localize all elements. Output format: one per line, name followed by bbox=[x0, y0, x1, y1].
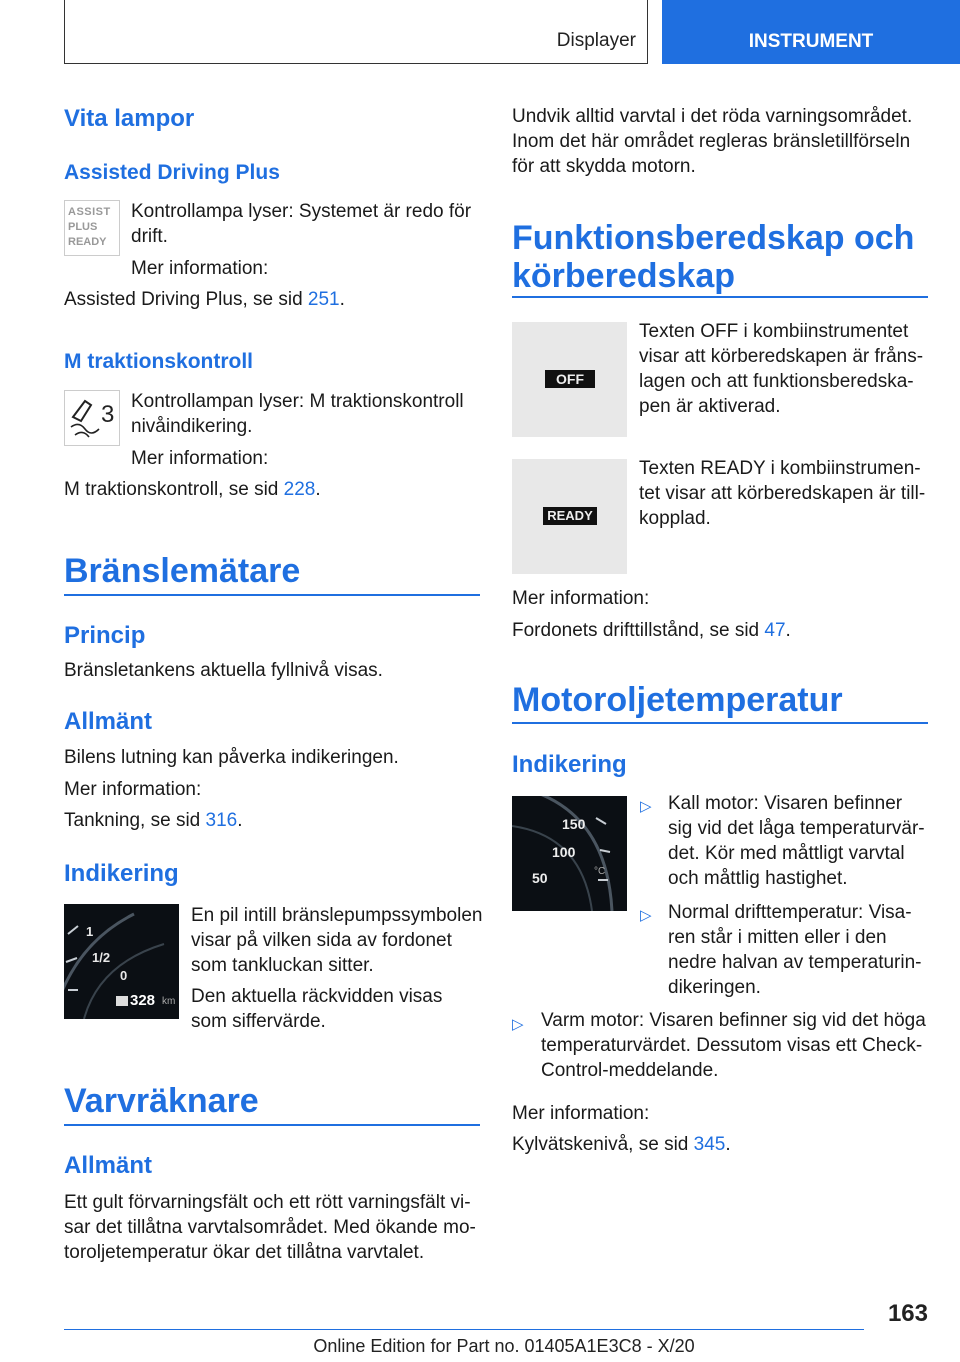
page-number: 163 bbox=[887, 1300, 928, 1327]
range-value: 328 bbox=[130, 992, 156, 1009]
tachometer-heading: Varvräknare bbox=[64, 1082, 259, 1120]
allmant-heading: Allmänt bbox=[64, 708, 153, 735]
traction-control-icon bbox=[64, 390, 120, 446]
temp-150-label: 150 bbox=[562, 816, 586, 832]
ready-text: Texten READY i kombiinstrumentet visar att körberedskapen är tillkopplad. bbox=[639, 458, 926, 529]
vita-lampor-heading: Vita lampor bbox=[64, 105, 195, 132]
oil-temp-icon: °C bbox=[594, 866, 606, 877]
chapter-tab[interactable]: INSTRUMENT bbox=[662, 0, 960, 64]
oil-indikering-heading: Indikering bbox=[512, 751, 627, 778]
oil-more: Mer information: bbox=[512, 1103, 650, 1124]
allmant-more: Mer information: bbox=[64, 779, 202, 800]
off-badge: OFF bbox=[545, 370, 595, 388]
heading-rule bbox=[512, 722, 928, 724]
adp-page-link[interactable]: 251 bbox=[307, 289, 340, 310]
footer-rule bbox=[64, 1329, 864, 1330]
fuel-full-label: 1 bbox=[86, 924, 94, 939]
mtk-page-link[interactable]: 228 bbox=[283, 479, 316, 500]
heading-rule bbox=[64, 1124, 480, 1126]
adp-more: Mer information: bbox=[131, 258, 269, 279]
bullet-hot-engine: Varm motor: Visaren befinner sig vid det höga temperaturvärdet. Dessutom visas ett Check-Control-meddelande. bbox=[541, 1010, 926, 1081]
readiness-more: Mer information: bbox=[512, 588, 650, 609]
heading-rule bbox=[512, 296, 928, 298]
adp-text: Kontrollampa lyser: Systemet är redo för drift. bbox=[131, 201, 472, 247]
readiness-page-link[interactable]: 47 bbox=[764, 620, 786, 641]
adp-ref-text: Assisted Driving Plus, se sid bbox=[64, 289, 308, 310]
oil-temp-gauge-image bbox=[512, 796, 627, 911]
bullet-icon: ▷ bbox=[640, 907, 652, 924]
edition-footer: Online Edition for Part no. 01405A1E3C8 - X/20 bbox=[313, 1336, 695, 1356]
range-unit: km bbox=[162, 996, 176, 1007]
allmant-page-link[interactable]: 316 bbox=[205, 810, 238, 831]
oil-reference: Kylvätskenivå, se sid 345. bbox=[512, 1134, 731, 1155]
off-text: Texten OFF i kombiinstrumentet visar att körberedskapen är frånslagen och att funktionsberedskapen är aktiverad. bbox=[639, 321, 924, 417]
princip-heading: Princip bbox=[64, 622, 146, 649]
princip-text: Bränsletankens aktuella fyllnivå visas. bbox=[64, 660, 383, 681]
tach-text: Ett gult förvarningsfält och ett rött varningsfält visar det tillåtna varvtalsområdet. Med ökande motoroljetemperatur ökar det tillåtna varvtalet. bbox=[64, 1192, 476, 1263]
fuel-empty-label: 0 bbox=[120, 968, 128, 983]
mtk-level: 3 bbox=[101, 401, 115, 428]
indikering-text-2: Den aktuella räckvidden visas som siffervärde. bbox=[191, 986, 443, 1032]
fuel-gauge-heading: Bränslemätare bbox=[64, 552, 301, 590]
section-title: Displayer bbox=[556, 30, 636, 51]
icon-line: READY bbox=[68, 236, 107, 248]
mtk-ref-text: M traktionskontroll, se sid bbox=[64, 479, 284, 500]
bullet-cold-engine: Kall motor: Visaren befinner sig vid det låga temperaturvärdet. Kör med måttligt varvtal och måttlig hastighet. bbox=[668, 793, 925, 889]
oil-ref-text: Kylvätskenivå, se sid bbox=[512, 1134, 694, 1155]
adp-heading: Assisted Driving Plus bbox=[64, 161, 280, 184]
allmant-text: Bilens lutning kan påverka indikeringen. bbox=[64, 747, 399, 768]
heading-rule bbox=[64, 594, 480, 596]
fuel-gauge-image bbox=[64, 904, 179, 1019]
assist-plus-ready-icon bbox=[64, 200, 120, 256]
icon-line: PLUS bbox=[68, 221, 98, 233]
mtk-heading: M traktionskontroll bbox=[64, 350, 254, 373]
fuel-half-label: 1/2 bbox=[92, 950, 111, 965]
bullet-normal-temp: Normal drifttemperatur: Visaren står i mitten eller i den nedre halvan av temperaturindikeringen. bbox=[668, 902, 922, 998]
bullet-icon: ▷ bbox=[640, 798, 652, 815]
rpm-warning-text: Undvik alltid varvtal i det röda varningsområdet. Inom det här området regleras bränsletillförseln för att skydda motorn. bbox=[512, 106, 913, 177]
temp-100-label: 100 bbox=[552, 844, 576, 860]
allmant-reference: Tankning, se sid 316. bbox=[64, 810, 243, 831]
tach-allmant-heading: Allmänt bbox=[64, 1152, 153, 1179]
oil-page-link[interactable]: 345 bbox=[693, 1134, 726, 1155]
oil-temp-heading: Motoroljetemperatur bbox=[512, 681, 843, 719]
bullet-icon: ▷ bbox=[512, 1016, 524, 1033]
mtk-text: Kontrollampan lyser: M traktionskontroll nivåindikering. bbox=[131, 391, 464, 437]
mtk-more: Mer information: bbox=[131, 448, 269, 469]
indikering-heading: Indikering bbox=[64, 860, 179, 887]
temp-50-label: 50 bbox=[532, 870, 548, 886]
off-display-image bbox=[512, 322, 627, 437]
mtk-reference: M traktionskontroll, se sid 228. bbox=[64, 479, 321, 500]
readiness-ref-text: Fordonets drifttillstånd, se sid bbox=[512, 620, 765, 641]
readiness-reference: Fordonets drifttillstånd, se sid 47. bbox=[512, 620, 791, 641]
icon-line: ASSIST bbox=[68, 206, 111, 218]
readiness-heading: Funktionsberedskap och körberedskap bbox=[512, 219, 915, 295]
indikering-text-1: En pil intill bränslepumpssymbolen visar på vilken sida av fordonet som tankluckan sitter. bbox=[191, 905, 483, 976]
allmant-ref-text: Tankning, se sid bbox=[64, 810, 206, 831]
ready-display-image bbox=[512, 459, 627, 574]
ready-badge: READY bbox=[543, 507, 597, 525]
fuel-pump-icon bbox=[116, 996, 128, 1006]
adp-reference: Assisted Driving Plus, se sid 251. bbox=[64, 289, 345, 310]
